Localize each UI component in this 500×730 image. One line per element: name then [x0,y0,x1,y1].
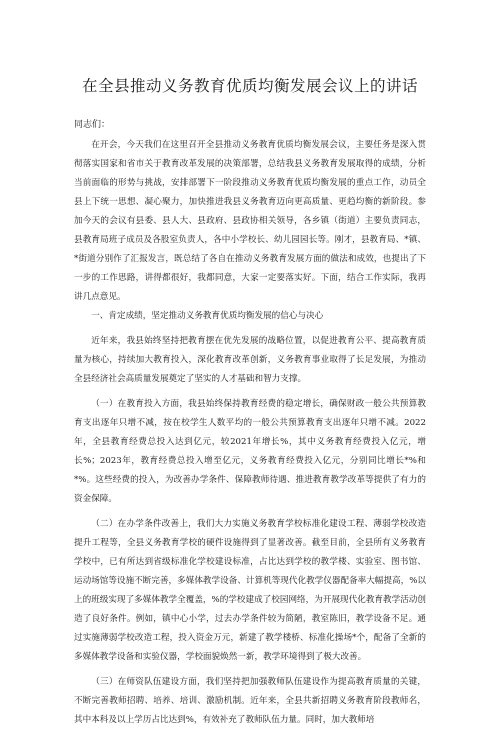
document-title: 在全县推动义务教育优质均衡发展会议上的讲话 [81,77,418,95]
paragraph-teachers: （三）在师资队伍建设方面，我们坚持把加强教师队伍建设作为提高教育质量的关键，不断完善教师招聘、培养、培训、激励机制。近年来，全县共新招聘义务教育阶段教师名，其中本科及以上学历占比达到%，有效补充了教师队伍力量。同时，加大教师培 [74,677,426,725]
section-heading: 一、肯定成绩，坚定推动义务教育优质均衡发展的信心与决心 [91,311,324,321]
paragraph-conditions: （二）在办学条件改善上，我们大力实施义务教育学校标准化建设工程、薄弱学校改造提升工程等，全县义务教育学校的硬件设施得到了显著改善。截至目前，全县所有义务教育学校中，已有所达到省级标准化学校建设标准，占比达到学校的教学楼、实验室、图书馆、运动场馆等设施不断完善，多媒体教学设备、计算机等现代化教学仪器配备率大幅提高，%以上的班级实现了多媒体教学全覆盖，%的学校建成了校园网络，为开展现代化教育教学活动创造了良好条件。例如，镇中心小学，过去办学条件较为简陋，教室陈旧，教学设备不足。通过实施薄弱学校改造工程，投入资金万元，新建了教学楼桥、标准化操场*个，配备了全新的多媒体教学设备和实验仪器，学校面貌焕然一新，教学环境得到了极大改善。 [74,519,426,662]
salutation: 同志们： [74,120,111,130]
paragraph-intro: 在开会，今天我们在这里召开全县推动义务教育优质均衡发展会议，主要任务是深入贯彻落实国家和省市关于教育改革发展的决策部署，总结我县义务教育发展取得的成绩，分析当前面临的形势与挑战，安排部署下一阶段推动义务教育优质均衡发展的重点工作，动员全县上下统一思想、凝心聚力，加快推进我县义务教育迈向更高质量、更趋均衡的新阶段。参加今天的会议有县委、县人大、县政府、县政协相关领导，各乡镇（街道）主要负责同志，县教育局班子成员及各股室负责人，各中小学校长、幼儿园园长等。刚才，县教育局、*镇、*街道分别作了汇报发言，既总结了各自在推动义务教育发展方面的做法和成效，也提出了下一步的工作思路，讲得都很好，我都同意，大家一定要落实好。下面，结合工作实际，我再讲几点意见。 [74,140,426,302]
paragraph-investment: （一）在教育投入方面，我县始终保持教育经费的稳定增长，确保财政一般公共预算教育支出逐年只增不减，按在校学生人数平均的一般公共预算教育支出逐年只增不减。2022年，全县教育经费总投入达到亿元，较2021年增长%，其中义务教育经费投入亿元，增长%；2023年，教育经费总投入增至亿元，义务教育经费投入亿元，分别同比增长*%和*%。这些经费的投入，为改善办学条件、保障教师待遇、推进教育教学改革等提供了有力的资金保障。 [74,399,426,504]
paragraph-achievements: 近年来，我县始终坚持把教育摆在优先发展的战略位置，以促进教育公平、提高教育质量为核心，持续加大教育投入，深化教育改革创新，义务教育事业取得了长足发展，为推动全县经济社会高质量发展奠定了坚实的人才基础和智力支撑。 [74,336,426,384]
